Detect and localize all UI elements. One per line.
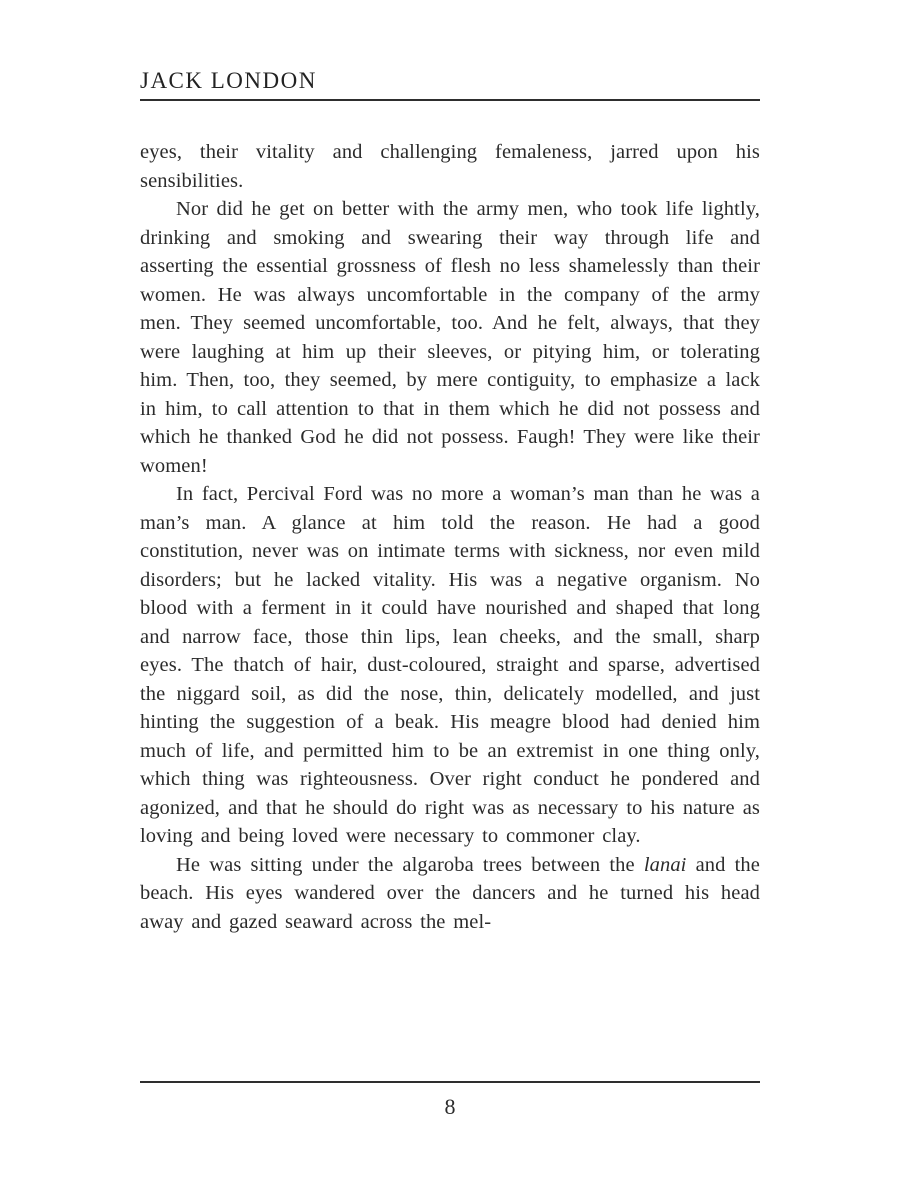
- text-run: In fact, Percival Ford was no more a woman’s man than he was a man’s man. A glance at him told the reason. He had a good constitution, never was on intimate terms with sickness, nor even mild disorders; but he lacked vitality. His was a negative organism. No blood with a ferment in it could have nourished and shaped that long and narrow face, those thin lips, lean cheeks, and the small, sharp eyes. The thatch of hair, dust-coloured, straight and sparse, advertised the niggard soil, as did the nose, thin, delicately modelled, and just hinting the suggestion of a beak. His meagre blood had denied him much of life, and permitted him to be an extremist in one thing only, which thing was righteousness. Over right conduct he pondered and agonized, and that he should do right was as necessary to his nature as loving and being loved were necessary to commoner clay.: [140, 483, 760, 847]
- paragraph: [140, 851, 760, 937]
- text-run: and the beach. His eyes wandered over the dancers and he turned his head away and gazed seaward across the mel-: [140, 853, 760, 933]
- paragraph: [140, 480, 760, 851]
- text-run: Nor did he get on better with the army men, who took life lightly, drinking and smoking and swearing their way through life and asserting the essential grossness of flesh no less shamelessly than their women. He was always uncomfortable in the company of the army men. They seemed uncomfortable, too. And he felt, always, that they were laughing at him up their sleeves, or pitying him, or tolerating him. Then, too, they seemed, by mere contiguity, to emphasize a lack in him, to call attention to that in them which he did not possess and which he thanked God he did not possess. Faugh! They were like their women!: [140, 198, 760, 477]
- text-run: eyes, their vitality and challenging femaleness, jarred upon his sensibilities.: [140, 141, 760, 192]
- paragraph: [140, 138, 760, 195]
- header-rule: [140, 99, 760, 101]
- page-number: 8: [444, 1094, 456, 1119]
- body-text: [140, 138, 760, 936]
- paragraph: [140, 195, 760, 480]
- running-header-author: JACK LONDON: [140, 68, 317, 93]
- text-run: He was sitting under the algaroba trees between the: [176, 853, 644, 876]
- italic-text-run: lanai: [643, 853, 687, 876]
- footer-rule: [140, 1081, 760, 1083]
